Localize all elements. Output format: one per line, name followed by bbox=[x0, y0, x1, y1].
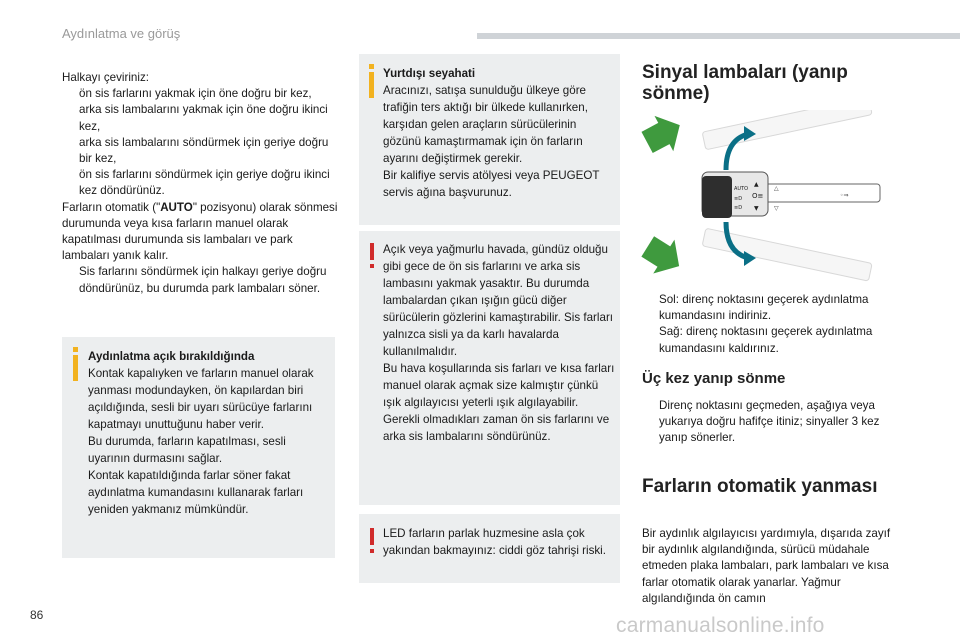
down-arrow-icon: ▼ bbox=[754, 205, 759, 212]
up-arrow-icon: ▲ bbox=[754, 181, 759, 188]
box-text: Açık veya yağmurlu havada, gündüz olduğu gibi gece de ön sis farlarını ve arka sis lambasını yakmak yasaktır. Bu durumda lambalardan çıkan ışığın gücü diğer sürücülerin gözlerini kamaştırabilir. Sis farları yalnızca sisli ya da karlı havalarda kullanılmalıdır. Bu hava koşullarında sis farları ve kısa farları manuel olarak açmak size kalmıştır çünkü ışık algılayıcısı yeterli ışık algılayabilir. Gerekli olmadıkları zaman ön sis farlarını ve arka sis lambalarını söndürünüz. bbox=[383, 243, 615, 443]
box-text: Aracınızı, satışa sunulduğu ülkeye göre trafiğin ters aktığı bir ülkede kullanırken, karşıdan gelen araçların sürücülerinin gözünü kamaştırmamak için ön farların ayarını değiştirmek gerekir. Bir kalifiye servis atölyesi veya PEUGEOT servis ağına başvurunuz. bbox=[383, 84, 600, 199]
list-item: arka sis lambalarını yakmak için öne doğru ikinci kez, bbox=[79, 103, 328, 133]
list-item: ön sis farlarını söndürmek için geriye doğru ikinci kez döndürünüz. bbox=[79, 168, 330, 198]
auto-paragraph: Farların otomatik ("AUTO" pozisyonu) olarak sönmesi durumunda veya kısa farların manuel olarak kapatılması durumunda sis lambaları ve park lambaları yanık kalır. bbox=[62, 200, 338, 263]
down-right-arrow-icon bbox=[640, 230, 690, 284]
warning-icon bbox=[370, 528, 374, 545]
info-box-lights-on bbox=[62, 337, 335, 558]
list-item: Sis farlarını söndürmek için halkayı geriye doğru döndürünüz, bu durumda park lambaları söner. bbox=[79, 265, 327, 295]
tri-up-icon: △ bbox=[774, 185, 779, 192]
fog-front-label: O≡ bbox=[752, 192, 764, 200]
list-item: Sağ: direnç noktasını geçerek aydınlatma kumandasını kaldırınız. bbox=[659, 325, 873, 355]
box-title: Yurtdışı seyahati bbox=[383, 67, 476, 80]
lowbeam-label: ≡D bbox=[734, 196, 743, 202]
header-bar bbox=[477, 33, 960, 39]
intro-text: Halkayı çeviriniz: bbox=[62, 71, 149, 84]
warning-box-led bbox=[359, 514, 620, 583]
box-text: LED farların parlak huzmesine asla çok yakından bakmayınız: ciddi göz tahrişi riski. bbox=[383, 527, 606, 557]
box-title: Aydınlatma açık bırakıldığında bbox=[88, 350, 255, 363]
list-item: Direnç noktasını geçmeden, aşağıya veya yukarıya doğru hafifçe itiniz; sinyaller 3 kez yanıp sönerler. bbox=[659, 399, 880, 445]
signal-heading: Sinyal lambaları (yanıp sönme) bbox=[642, 62, 848, 104]
running-header: Aydınlatma ve görüş bbox=[62, 26, 181, 41]
info-icon bbox=[369, 72, 374, 98]
autolights-heading: Farların otomatik yanması bbox=[642, 476, 878, 497]
fog-label: ≡D bbox=[734, 205, 743, 211]
info-box-abroad bbox=[359, 54, 620, 225]
tri-down-icon: ▽ bbox=[774, 205, 779, 212]
info-icon bbox=[73, 355, 78, 381]
stalk-end-label: ◦⇒ bbox=[840, 192, 849, 199]
signal-list bbox=[642, 292, 902, 357]
page-number: 86 bbox=[30, 608, 44, 622]
auto-label: AUTO bbox=[734, 186, 749, 192]
warning-box-fog bbox=[359, 231, 620, 505]
warning-icon bbox=[370, 243, 374, 260]
list-item: Sol: direnç noktasını geçerek aydınlatma kumandasını indiriniz. bbox=[659, 293, 869, 323]
fog-light-instructions bbox=[62, 70, 340, 297]
indicator-stalk-figure bbox=[640, 110, 890, 286]
up-right-arrow-icon bbox=[640, 110, 689, 160]
box-text: Kontak kapalıyken ve farların manuel olarak yanması modundayken, ön kapılardan biri açıldığında, sesli bir uyarı sürücüye farlarını kapatmayı unuttuğunu haber verir. Bu durumda, farların kapatılması, sesli uyarının durmasını sağlar. Kontak kapatıldığında farlar söner fakat aydınlatma kumandasını kullanarak farları yeniden yakmanız mümkündür. bbox=[88, 367, 314, 516]
autolights-text: Bir aydınlık algılayıcısı yardımıyla, dışarıda zayıf bir aydınlık algılandığında, sürücü müdahale etmeden plaka lambaları, park lambaları ve kısa farlar otomatik olarak yanarlar. Yağmur algılandığında ön camın bbox=[642, 527, 891, 605]
triple-list bbox=[642, 398, 902, 447]
list-item: arka sis lambalarını söndürmek için geriye doğru bir kez, bbox=[79, 135, 329, 166]
watermark: carmanualsonline.info bbox=[616, 614, 825, 637]
triple-heading: Üç kez yanıp sönme bbox=[642, 370, 786, 387]
list-item: ön sis farlarını yakmak için öne doğru bir kez, bbox=[79, 87, 312, 101]
